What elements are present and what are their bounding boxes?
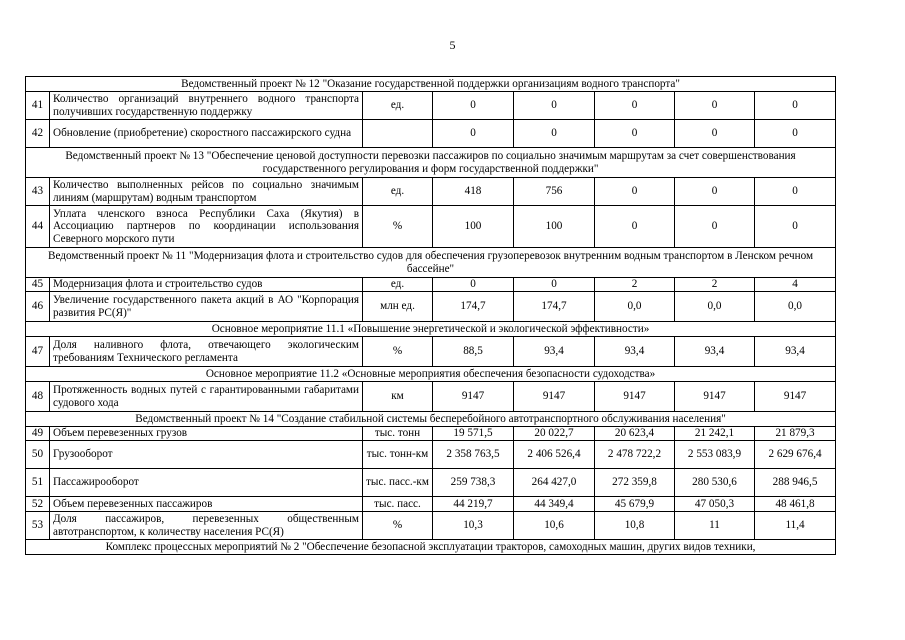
indicator-name: Модернизация флота и строительство судов — [50, 278, 363, 292]
value-cell: 0 — [433, 92, 514, 120]
indicator-name: Протяженность водных путей с гарантированными габаритами судового хода — [50, 382, 363, 412]
indicator-name: Увеличение государственного пакета акций в АО "Корпорация развития РС(Я)" — [50, 292, 363, 322]
row-number: 43 — [26, 178, 50, 206]
value-cell: 0 — [433, 278, 514, 292]
value-cell: 2 553 083,9 — [675, 441, 755, 469]
indicator-name: Грузооборот — [50, 441, 363, 469]
table-row — [26, 497, 836, 512]
value-cell: 20 623,4 — [595, 427, 675, 441]
value-cell: 44 349,4 — [514, 497, 595, 512]
value-cell: 272 359,8 — [595, 469, 675, 497]
value-cell: 93,4 — [514, 337, 595, 367]
section-header-row — [26, 148, 836, 178]
table-row — [26, 206, 836, 248]
value-cell: 0,0 — [755, 292, 836, 322]
section-title: Ведомственный проект № 11 "Модернизация флота и строительство судов для обеспечения грузоперевозок внутренним водным транспортом в Ленском речном бассейне" — [26, 248, 836, 278]
value-cell: 21 242,1 — [675, 427, 755, 441]
value-cell: 174,7 — [433, 292, 514, 322]
value-cell: 47 050,3 — [675, 497, 755, 512]
section-title: Ведомственный проект № 12 "Оказание государственной поддержки организациям водного транспорта" — [26, 77, 836, 92]
table-row — [26, 427, 836, 441]
table-row — [26, 382, 836, 412]
unit-of-measure: % — [363, 206, 433, 248]
value-cell: 0 — [675, 178, 755, 206]
indicators-table-body — [26, 77, 836, 555]
unit-of-measure: ед. — [363, 278, 433, 292]
value-cell: 11 — [675, 512, 755, 540]
value-cell: 0 — [595, 178, 675, 206]
section-title: Основное мероприятие 11.2 «Основные мероприятия обеспечения безопасности судоходства» — [26, 367, 836, 382]
unit-of-measure — [363, 120, 433, 148]
unit-of-measure: % — [363, 512, 433, 540]
unit-of-measure: км — [363, 382, 433, 412]
row-number: 41 — [26, 92, 50, 120]
value-cell: 0 — [595, 206, 675, 248]
value-cell: 2 — [675, 278, 755, 292]
row-number: 47 — [26, 337, 50, 367]
value-cell: 10,6 — [514, 512, 595, 540]
row-number: 42 — [26, 120, 50, 148]
value-cell: 48 461,8 — [755, 497, 836, 512]
value-cell: 0 — [755, 92, 836, 120]
value-cell: 9147 — [433, 382, 514, 412]
value-cell: 11,4 — [755, 512, 836, 540]
row-number: 44 — [26, 206, 50, 248]
value-cell: 0 — [755, 178, 836, 206]
table-row — [26, 337, 836, 367]
unit-of-measure: тыс. пасс.-км — [363, 469, 433, 497]
value-cell: 93,4 — [675, 337, 755, 367]
value-cell: 88,5 — [433, 337, 514, 367]
page-number: 5 — [449, 38, 456, 52]
value-cell: 9147 — [755, 382, 836, 412]
indicator-name: Пассажирооборот — [50, 469, 363, 497]
row-number: 51 — [26, 469, 50, 497]
table-row — [26, 120, 836, 148]
indicator-name: Количество выполненных рейсов по социально значимым линиям (маршрутам) водным транспортом — [50, 178, 363, 206]
value-cell: 0 — [675, 206, 755, 248]
indicator-name: Доля наливного флота, отвечающего экологическим требованиям Технического регламента — [50, 337, 363, 367]
section-header-row — [26, 367, 836, 382]
value-cell: 93,4 — [595, 337, 675, 367]
indicator-name: Объем перевезенных грузов — [50, 427, 363, 441]
value-cell: 0 — [514, 92, 595, 120]
indicator-name: Уплата членского взноса Республики Саха (Якутия) в Ассоциацию партнеров по координации использования Северного морского пути — [50, 206, 363, 248]
section-header-row — [26, 412, 836, 427]
section-title: Основное мероприятие 11.1 «Повышение энергетической и экологической эффективности» — [26, 322, 836, 337]
value-cell: 45 679,9 — [595, 497, 675, 512]
row-number: 50 — [26, 441, 50, 469]
table-row — [26, 441, 836, 469]
section-title: Ведомственный проект № 14 "Создание стабильной системы бесперебойного автотранспортного обслуживания населения" — [26, 412, 836, 427]
section-header-row — [26, 248, 836, 278]
value-cell: 0 — [755, 120, 836, 148]
table-row — [26, 92, 836, 120]
table-row — [26, 292, 836, 322]
value-cell: 0 — [755, 206, 836, 248]
row-number: 45 — [26, 278, 50, 292]
unit-of-measure: тыс. тонн-км — [363, 441, 433, 469]
section-header-row — [26, 540, 836, 555]
row-number: 48 — [26, 382, 50, 412]
indicator-name: Объем перевезенных пассажиров — [50, 497, 363, 512]
value-cell: 0,0 — [595, 292, 675, 322]
table-row — [26, 278, 836, 292]
unit-of-measure: ед. — [363, 178, 433, 206]
unit-of-measure: тыс. пасс. — [363, 497, 433, 512]
value-cell: 9147 — [514, 382, 595, 412]
value-cell: 20 022,7 — [514, 427, 595, 441]
value-cell: 4 — [755, 278, 836, 292]
value-cell: 0 — [514, 120, 595, 148]
value-cell: 0 — [595, 120, 675, 148]
indicators-table — [25, 76, 836, 555]
indicator-name: Количество организаций внутреннего водного транспорта получивших государственную поддержку — [50, 92, 363, 120]
section-header-row — [26, 322, 836, 337]
value-cell: 259 738,3 — [433, 469, 514, 497]
value-cell: 756 — [514, 178, 595, 206]
value-cell: 21 879,3 — [755, 427, 836, 441]
table-row — [26, 512, 836, 540]
value-cell: 418 — [433, 178, 514, 206]
value-cell: 100 — [433, 206, 514, 248]
value-cell: 0 — [595, 92, 675, 120]
value-cell: 0,0 — [675, 292, 755, 322]
row-number: 53 — [26, 512, 50, 540]
value-cell: 93,4 — [755, 337, 836, 367]
section-title: Ведомственный проект № 13 "Обеспечение ценовой доступности перевозки пассажиров по социально значимым маршрутам за счет совершенствования государственного регулирования и форм государственной поддержки" — [26, 148, 836, 178]
value-cell: 0 — [675, 120, 755, 148]
row-number: 49 — [26, 427, 50, 441]
value-cell: 19 571,5 — [433, 427, 514, 441]
value-cell: 2 406 526,4 — [514, 441, 595, 469]
section-title: Комплекс процессных мероприятий № 2 "Обеспечение безопасной эксплуатации тракторов, самоходных машин, других видов техники, — [26, 540, 836, 555]
unit-of-measure: % — [363, 337, 433, 367]
section-header-row — [26, 77, 836, 92]
value-cell: 0 — [514, 278, 595, 292]
value-cell: 264 427,0 — [514, 469, 595, 497]
value-cell: 2 — [595, 278, 675, 292]
value-cell: 44 219,7 — [433, 497, 514, 512]
value-cell: 2 358 763,5 — [433, 441, 514, 469]
value-cell: 288 946,5 — [755, 469, 836, 497]
value-cell: 2 629 676,4 — [755, 441, 836, 469]
value-cell: 10,3 — [433, 512, 514, 540]
indicator-name: Обновление (приобретение) скоростного пассажирского судна — [50, 120, 363, 148]
value-cell: 280 530,6 — [675, 469, 755, 497]
value-cell: 9147 — [675, 382, 755, 412]
indicator-name: Доля пассажиров, перевезенных общественным автотранспортом, к количеству населения РС(Я) — [50, 512, 363, 540]
table-row — [26, 178, 836, 206]
value-cell: 100 — [514, 206, 595, 248]
unit-of-measure: ед. — [363, 92, 433, 120]
value-cell: 0 — [433, 120, 514, 148]
value-cell: 0 — [675, 92, 755, 120]
unit-of-measure: млн ед. — [363, 292, 433, 322]
row-number: 52 — [26, 497, 50, 512]
value-cell: 2 478 722,2 — [595, 441, 675, 469]
table-row — [26, 469, 836, 497]
value-cell: 10,8 — [595, 512, 675, 540]
row-number: 46 — [26, 292, 50, 322]
unit-of-measure: тыс. тонн — [363, 427, 433, 441]
value-cell: 174,7 — [514, 292, 595, 322]
value-cell: 9147 — [595, 382, 675, 412]
